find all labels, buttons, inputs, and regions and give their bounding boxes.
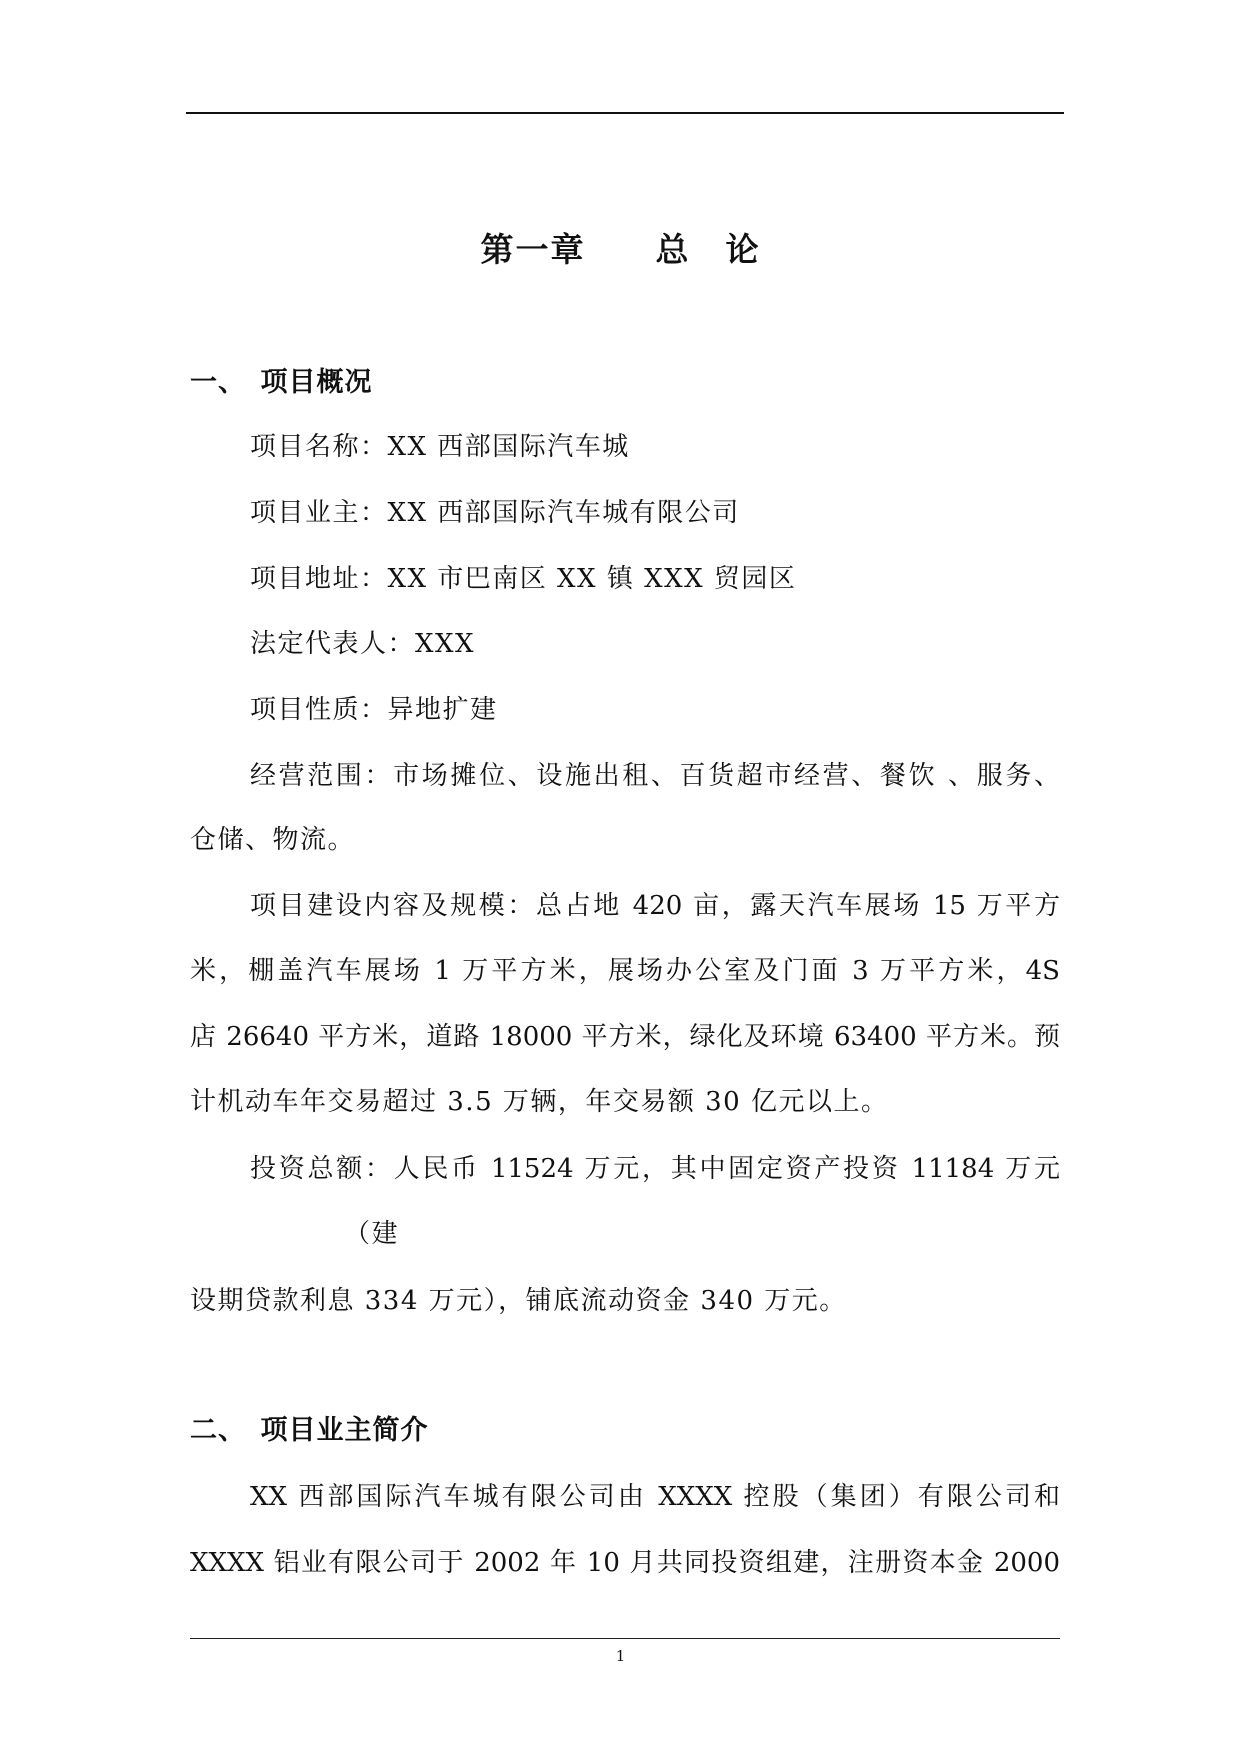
header-rule [186,112,1064,114]
owner-intro-line-cont: XXXX 铝业有限公司于 2002 年 10 月共同投资组建，注册资本金 2000 [190,1548,1060,1578]
project-name-line: 项目名称：XX 西部国际汽车城 [250,432,630,462]
project-owner-line: 项目业主：XX 西部国际汽车城有限公司 [250,498,740,528]
business-scope-line: 经营范围：市场摊位、设施出租、百货超市经营、餐饮 、服务、 [250,761,1060,791]
investment-total-line-cont: （建 [344,1219,400,1249]
section-heading-overview: 一、 项目概况 [190,367,373,398]
chapter-title: 第一章 总 论 [480,230,761,269]
construction-scale-line: 项目建设内容及规模：总占地 420 亩，露天汽车展场 15 万平方 [250,891,1060,921]
project-nature-line: 项目性质：异地扩建 [250,695,498,725]
construction-scale-line-cont: 计机动车年交易超过 3.5 万辆，年交易额 30 亿元以上。 [190,1087,889,1117]
owner-intro-line: XX 西部国际汽车城有限公司由 XXXX 控股（集团）有限公司和 [250,1482,1060,1512]
investment-total-line-cont: 设期贷款利息 334 万元），铺底流动资金 340 万元。 [190,1286,847,1316]
project-address-line: 项目地址：XX 市巴南区 XX 镇 XXX 贸园区 [250,564,797,594]
page-number: 1 [615,1647,626,1665]
business-scope-line-cont: 仓储、物流。 [190,825,356,855]
construction-scale-line-cont: 米，棚盖汽车展场 1 万平方米，展场办公室及门面 3 万平方米，4S [190,956,1060,986]
construction-scale-line-cont: 店 26640 平方米，道路 18000 平方米，绿化及环境 63400 平方米。预 [190,1022,1060,1052]
section-heading-owner-intro: 二、 项目业主简介 [190,1415,429,1446]
footer-rule [190,1638,1060,1639]
investment-total-line: 投资总额：人民币 11524 万元，其中固定资产投资 11184 万元 [250,1154,1060,1184]
legal-representative-line: 法定代表人：XXX [250,629,476,659]
